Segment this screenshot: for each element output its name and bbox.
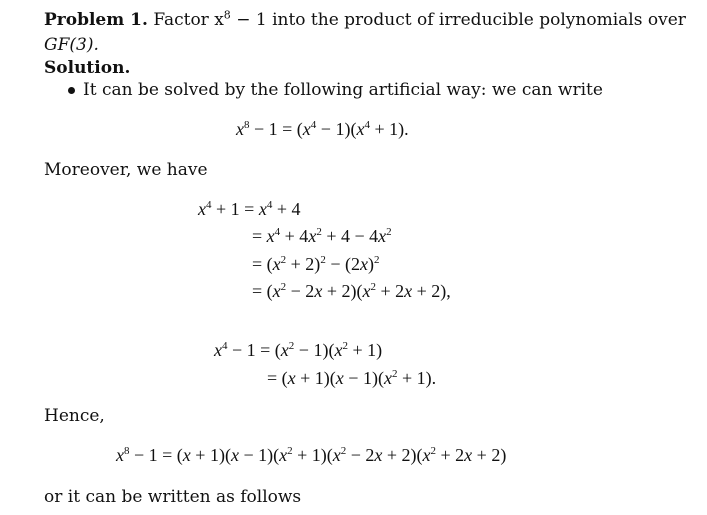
final-equation: $x^8 - 1 = (x + 1)(x - 1)(x^2 + 1)(x^2 - 2x + 2)(x^2 + 2x + 2)$	[116, 445, 507, 465]
block2-line1: $x^4 - 1 = (x^2 - 1)(x^2 + 1)$	[214, 340, 383, 360]
solution-label: Solution.	[44, 58, 131, 78]
moreover-text: Moreover, we have	[44, 160, 208, 180]
problem-field: GF(3).	[44, 35, 99, 55]
problem-exponent: 8	[223, 8, 231, 22]
equation-1: $x^8 - 1 = (x^4 - 1)(x^4 + 1)$.	[236, 119, 409, 139]
block1-line1: $x^4 + 1 = x^4 + 4$	[198, 199, 301, 219]
hence-text: Hence,	[44, 406, 105, 426]
bullet-text: It can be solved by the following artificial way: we can write	[83, 80, 603, 100]
problem-text-start: Factor x	[153, 10, 224, 30]
problem-label: Problem 1.	[44, 10, 148, 30]
problem-text-rest: − 1 into the product of irreducible polynomials over	[230, 10, 686, 30]
problem-statement	[44, 10, 686, 30]
block1-line2: = $x^4 + 4x^2 + 4 - 4x^2$	[252, 226, 392, 246]
block1-line3: = $(x^2 + 2)^2 - (2x)^2$	[252, 254, 380, 274]
bullet-icon	[68, 87, 75, 94]
bullet-item	[68, 80, 603, 100]
block2-line2: = $(x + 1)(x - 1)(x^2 + 1)$.	[267, 368, 437, 388]
closing-text: or it can be written as follows	[44, 487, 302, 507]
block1-line4: = $(x^2 - 2x + 2)(x^2 + 2x + 2)$,	[252, 281, 451, 301]
